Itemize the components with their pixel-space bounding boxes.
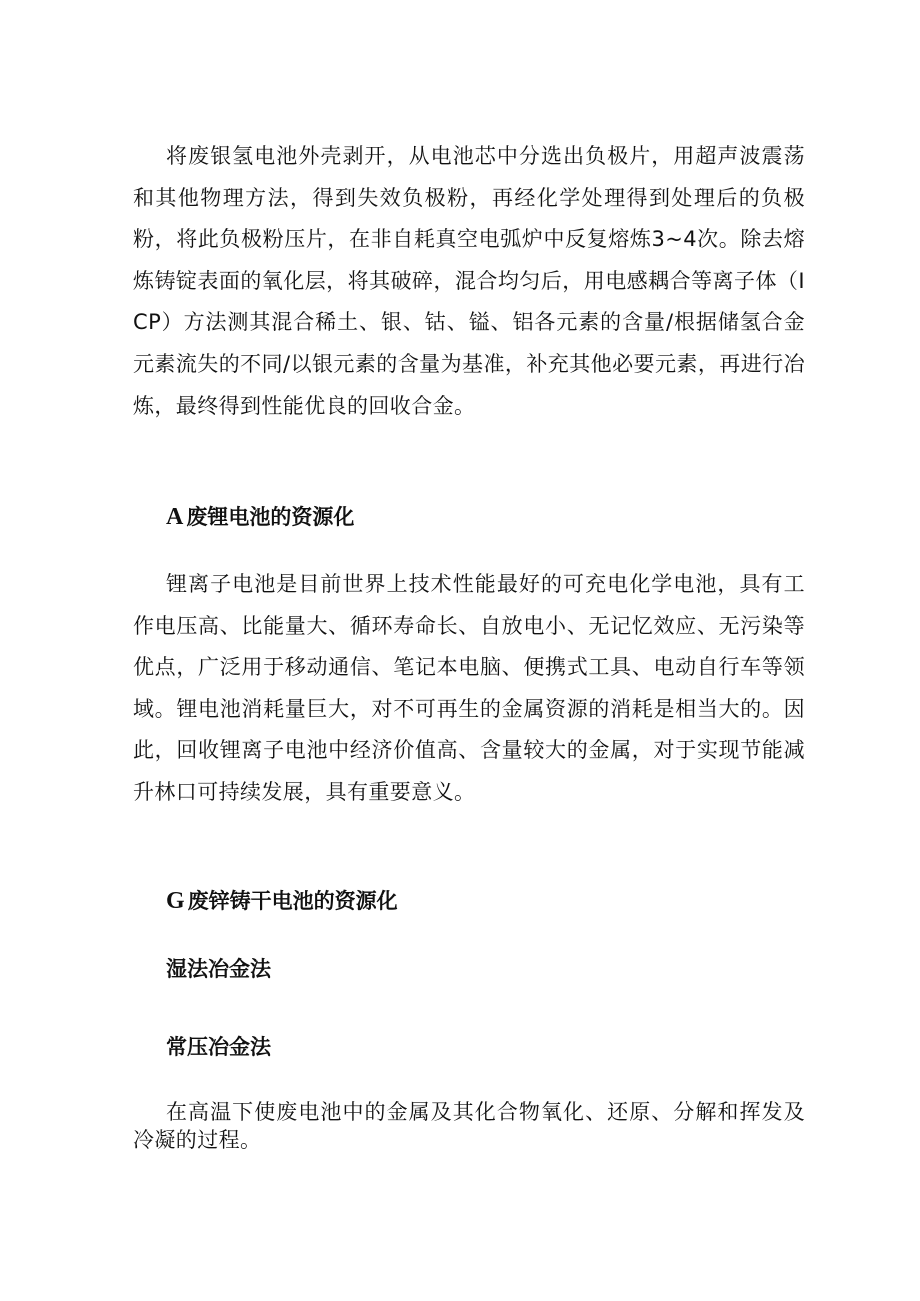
paragraph-lithium-ion: 锂离子电池是目前世界上技术性能最好的可充电化学电池，具有工作电压高、比能量大、循环寿命长、自放电小、无记忆效应、无污染等优点，广泛用于移动通信、笔记本电脑、便携式工具、电动自行车等领域。锂电池消耗量巨大，对不可再生的金属资源的消耗是相当大的。因此，回收锂离子电池中经济价值高、含量较大的金属，对于实现节能减升林口可持续发展，具有重要意义。 <box>133 572 805 804</box>
heading-lithium-battery-text: 废锂电池的资源化 <box>186 505 355 529</box>
paragraph-high-temperature-process: 在高温下使废电池中的金属及其化合物氧化、还原、分解和挥发及冷凝的过程。 <box>133 1100 805 1152</box>
heading-atmospheric-metallurgy: 常压冶金法 <box>166 1035 271 1059</box>
heading-zinc-battery-text: 废锌铸干电池的资源化 <box>187 889 398 913</box>
heading-letter-a: A <box>166 504 184 530</box>
heading-letter-g: G <box>166 888 185 914</box>
heading-lithium-battery <box>166 502 354 532</box>
paragraph-nimh-recycling: 将废银氢电池外壳剥开，从电池芯中分选出负极片，用超声波震荡和其他物理方法，得到失效负极粉，再经化学处理得到处理后的负极粉，将此负极粉压片，在非自耗真空电弧炉中反复熔炼3~4次。除去熔炼铸锭表面的氧化层，将其破碎，混合均匀后，用电感耦合等离子体（ICP）方法测其混合稀土、银、钴、镒、铝各元素的含量/根据储氢合金元素流失的不同/以银元素的含量为基准，补充其他必要元素，再进行冶炼，最终得到性能优良的回收合金。 <box>133 144 805 418</box>
heading-zinc-battery <box>166 886 398 916</box>
heading-hydrometallurgy: 湿法冶金法 <box>166 957 271 981</box>
